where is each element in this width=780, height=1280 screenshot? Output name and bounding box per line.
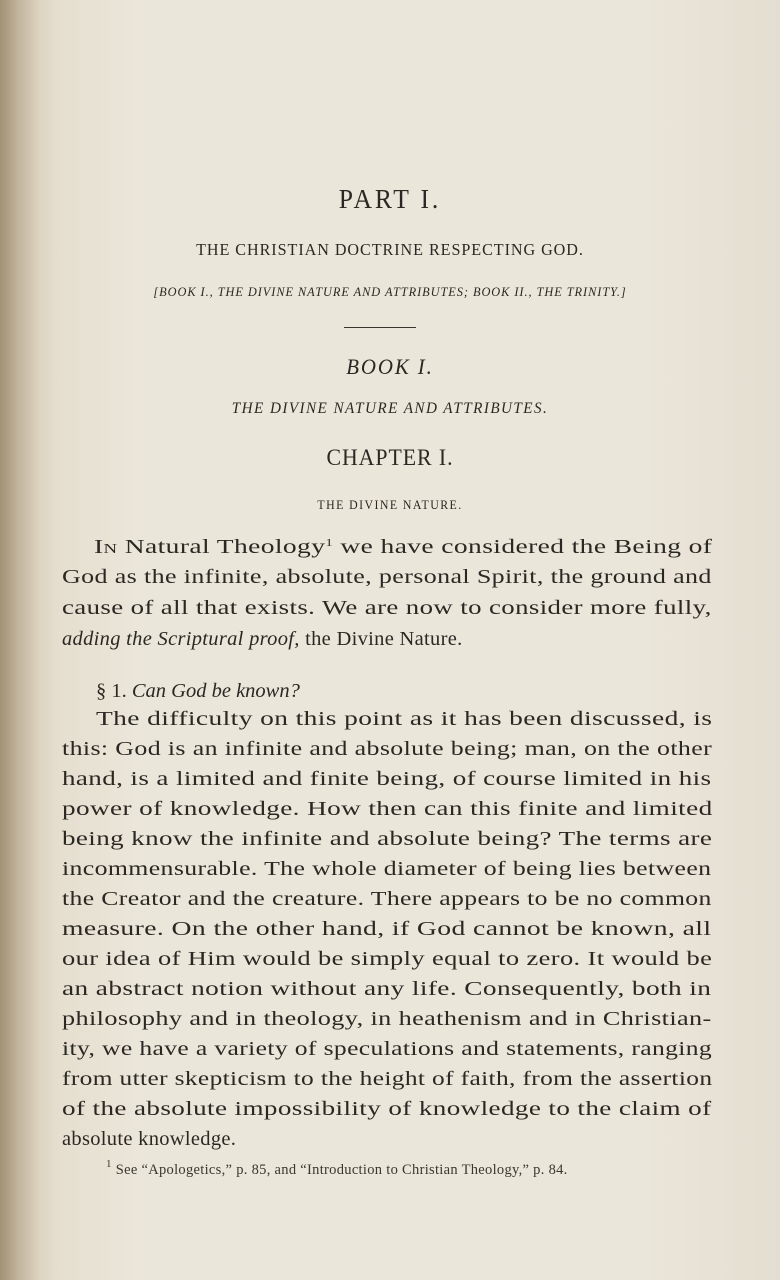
section-line: from utter skepticism to the height of faith, from the assertion (62, 1068, 713, 1090)
intro-line-2: God as the infinite, absolute, personal Spirit, the ground and (62, 566, 712, 588)
section-line: of the absolute impossibility of knowledge to the claim of (62, 1098, 712, 1120)
footnote (106, 1158, 568, 1179)
section-line: this: God is an infinite and absolute being; man, on the other (62, 738, 713, 760)
section-line: being know the infinite and absolute being? The terms are (62, 828, 713, 850)
section-line: hand, is a limited and finite being, of course limited in his (62, 768, 712, 790)
footnote-marker: 1 (106, 1158, 112, 1170)
book-title: BOOK I. (346, 354, 434, 379)
part-note: [BOOK I., THE DIVINE NATURE AND ATTRIBUTES; BOOK II., THE TRINITY.] (153, 284, 627, 299)
section-line: absolute knowledge. (62, 1128, 237, 1150)
section-line: our idea of Him would be simply equal to zero. It would be (62, 948, 713, 970)
intro-line-1-b: we have considered the Being of (333, 536, 713, 558)
section-line: the Creator and the creature. There appears to be no common (62, 888, 712, 910)
part-subtitle: THE CHRISTIAN DOCTRINE RESPECTING GOD. (196, 240, 584, 259)
intro-line-1 (94, 536, 712, 559)
part-title: PART I. (338, 184, 442, 214)
section-line: ity, we have a variety of speculations and statements, ranging (62, 1038, 713, 1060)
divider-rule (344, 327, 416, 328)
section-question: Can God be known? (131, 680, 300, 702)
intro-initial-word: In (94, 536, 118, 558)
section-heading (96, 680, 300, 703)
footnote-text: See “Apologetics,” p. 85, and “Introduction to Christian Theology,” p. 84. (111, 1162, 568, 1178)
intro-line-4-rest: the Divine Nature. (299, 628, 463, 650)
chapter-title: CHAPTER I. (326, 445, 454, 470)
section-line: an abstract notion without any life. Consequently, both in (62, 978, 712, 1000)
section-line: The difficulty on this point as it has been discussed, is (96, 708, 713, 730)
intro-line-1-a: Natural Theology (117, 536, 326, 558)
section-line: incommensurable. The whole diameter of being lies between (62, 858, 712, 880)
section-number: § 1. (96, 680, 127, 702)
section-line: philosophy and in theology, in heathenism and in Christian- (62, 1008, 712, 1030)
intro-italic-phrase: adding the Scriptural proof, (62, 628, 300, 650)
section-line: measure. On the other hand, if God cannot be known, all (62, 918, 712, 940)
section-line: power of knowledge. How then can this finite and limited (62, 798, 713, 820)
book-subtitle: THE DIVINE NATURE AND ATTRIBUTES. (231, 400, 549, 417)
chapter-subtitle: THE DIVINE NATURE. (317, 498, 463, 512)
intro-line-4 (62, 628, 463, 651)
intro-line-3: cause of all that exists. We are now to consider more fully, (62, 597, 712, 619)
footnote-ref: 1 (325, 537, 334, 549)
